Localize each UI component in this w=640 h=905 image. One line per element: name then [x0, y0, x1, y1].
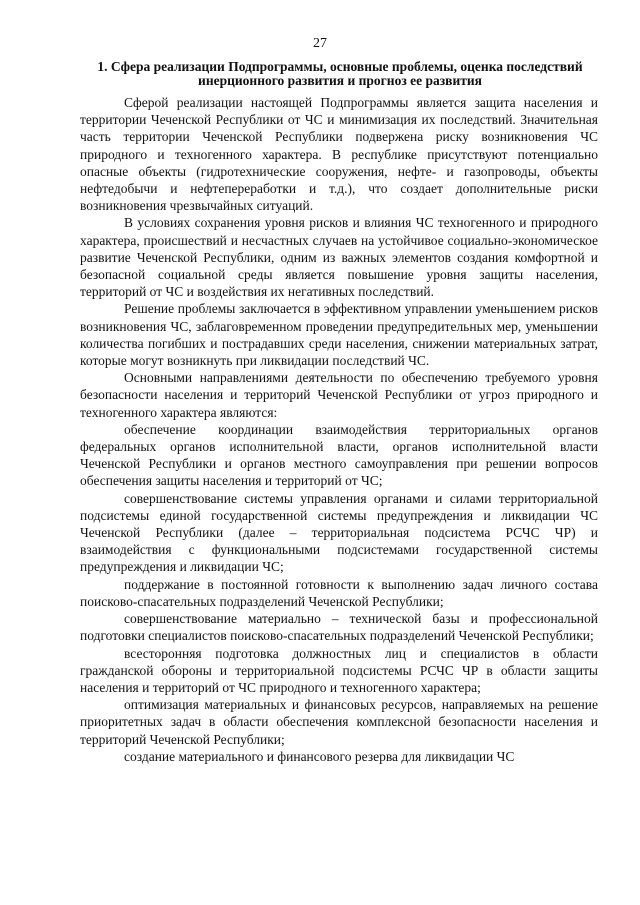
page-number: 27	[313, 36, 327, 51]
paragraph-main-directions: Основными направлениями деятельности по обеспечению требуемого уровня безопасности населения и территорий Чеченской Республики от угроз природного и техногенного характера являются:	[80, 370, 598, 420]
paragraph-risk-conditions: В условиях сохранения уровня рисков и влияния ЧС техногенного и природного характера, происшествий и несчастных случаев на устойчивое социально-экономическое развитие Чеченской Республики, одним из важных элементов создания комфортной и безопасной социальной среды является повышение уровня защиты населения, территорий от ЧС и воздействия их негативных последствий.	[80, 215, 598, 300]
body-text	[80, 94, 598, 765]
list-item-management-system: совершенствование системы управления органами и силами территориальной подсистемы единой государственной системы предупреждения и ликвидации ЧС Чеченской Республики (далее – территориальная подсистема РСЧС ЧР) и взаимодействия с функциональными подсистемами государственной системы предупреждения и ликвидации ЧС;	[80, 490, 598, 575]
list-item-coordination: обеспечение координации взаимодействия территориальных органов федеральных органов исполнительной власти, органов исполнительной власти Чеченской Республики и органов местного самоуправления при решении вопросов обеспечения защиты населения и территорий от ЧС;	[80, 421, 598, 489]
section-heading: 1. Сфера реализации Подпрограммы, основные проблемы, оценка последствий инерционного развития и прогноз ее развития	[97, 59, 583, 88]
paragraph-scope: Сферой реализации настоящей Подпрограммы является защита населения и территории Чеченской Республики от ЧС и минимизация их последствий. Значительная часть территории Чеченской Республики подвержена риску возникновения ЧС природного и техногенного характера. В республике присутствуют потенциально опасные объекты (гидротехнические сооружения, нефте- и газопроводы, объекты нефтедобычи и нефтепереработки и т.д.), что создает дополнительные риски возникновения чрезвычайных ситуаций.	[80, 95, 598, 214]
list-item-reserve: создание материального и финансового резерва для ликвидации ЧС	[124, 748, 515, 764]
list-item-readiness: поддержание в постоянной готовности к выполнению задач личного состава поисково-спасательных подразделений Чеченской Республики;	[80, 576, 598, 609]
list-item-training: всесторонняя подготовка должностных лиц и специалистов в области гражданской обороны и территориальной подсистемы РСЧС ЧР в области защиты населения и территорий от ЧС природного и техногенного характера;	[80, 645, 598, 695]
list-item-material-base: совершенствование материально – технической базы и профессиональной подготовки специалистов поисково-спасательных подразделений Чеченской Республики;	[80, 611, 598, 644]
paragraph-solution: Решение проблемы заключается в эффективном управлении уменьшением рисков возникновения ЧС, заблаговременном проведении предупредительных мер, уменьшении количества погибших и пострадавших среди населения, снижении материальных затрат, которые могут возникнуть при ликвидации последствий ЧС.	[80, 301, 598, 369]
list-item-resource-optimization: оптимизация материальных и финансовых ресурсов, направляемых на решение приоритетных задач в области обеспечения комплексной безопасности населения и территорий Чеченской Республики;	[80, 697, 598, 747]
